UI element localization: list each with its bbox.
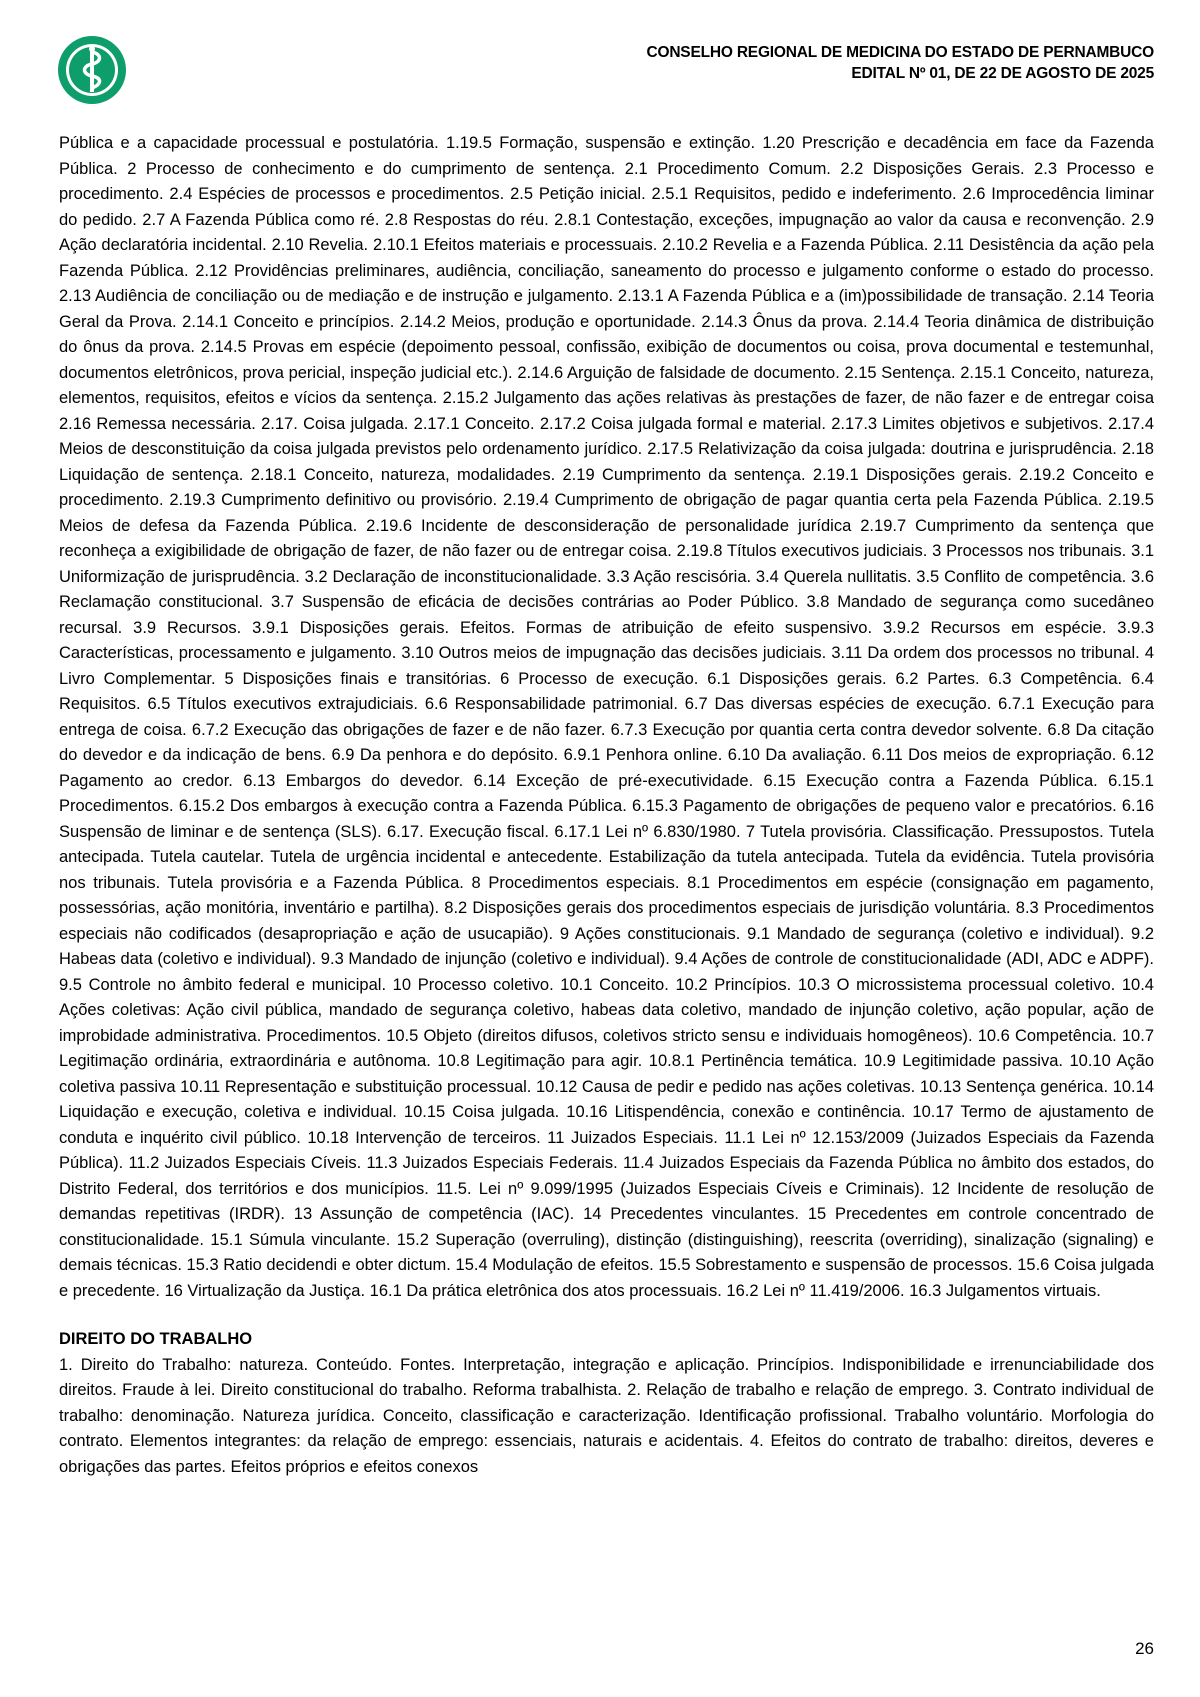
section-title: DIREITO DO TRABALHO: [59, 1330, 253, 1348]
caduceus-logo-icon: [56, 34, 128, 106]
syllabus-paragraph-labor: 1. Direito do Trabalho: natureza. Conteúdo. Fontes. Interpretação, integração e aplicação. Princípios. Indisponibilidade e irrenunciabilidade dos direitos. Fraude à lei. Direito constitucional do trabalho. Reforma trabalhista. 2. Relação de trabalho e relação de emprego. 3. Contrato individual de trabalho: denominação. Natureza jurídica. Conceito, classificação e caracterização. Identificação profissional. Trabalho voluntário. Morfologia do contrato. Elementos integrantes: da relação de emprego: essenciais, naturais e acidentais. 4. Efeitos do contrato de trabalho: direitos, deveres e obrigações das partes. Efeitos próprios e efeitos conexos: [59, 1355, 1154, 1476]
syllabus-paragraph: Pública e a capacidade processual e postulatória. 1.19.5 Formação, suspensão e extinção. 1.20 Prescrição e decadência em face da Fazenda Pública. 2 Processo de conhecimento e do cumprimento de sentença. 2.1 Procedimento Comum. 2.2 Disposições Gerais. 2.3 Processo e procedimento. 2.4 Espécies de processos e procedimentos. 2.5 Petição inicial. 2.5.1 Requisitos, pedido e indeferimento. 2.6 Improcedência liminar do pedido. 2.7 A Fazenda Pública como ré. 2.8 Respostas do réu. 2.8.1 Contestação, exceções, impugnação ao valor da causa e reconvenção. 2.9 Ação declaratória incidental. 2.10 Revelia. 2.10.1 Efeitos materiais e processuais. 2.10.2 Revelia e a Fazenda Pública. 2.11 Desistência da ação pela Fazenda Pública. 2.12 Providências preliminares, audiência, conciliação, saneamento do processo e julgamento conforme o estado do processo. 2.13 Audiência de conciliação ou de mediação e de instrução e julgamento. 2.13.1 A Fazenda Pública e a (im)possibilidade de transação. 2.14 Teoria Geral da Prova. 2.14.1 Conceito e princípios. 2.14.2 Meios, produção e oportunidade. 2.14.3 Ônus da prova. 2.14.4 Teoria dinâmica de distribuição do ônus da prova. 2.14.5 Provas em espécie (depoimento pessoal, confissão, exibição de documentos ou coisa, prova documental e testemunhal, documentos eletrônicos, prova pericial, inspeção judicial etc.). 2.14.6 Arguição de falsidade de documento. 2.15 Sentença. 2.15.1 Conceito, natureza, elementos, requisitos, efeitos e vícios da sentença. 2.15.2 Julgamento das ações relativas às prestações de fazer, de não fazer e de entregar coisa 2.16 Remessa necessária. 2.17. Coisa julgada. 2.17.1 Conceito. 2.17.2 Coisa julgada formal e material. 2.17.3 Limites objetivos e subjetivos. 2.17.4 Meios de desconstituição da coisa julgada previstos pelo ordenamento jurídico. 2.17.5 Relativização da coisa julgada: doutrina e jurisprudência. 2.18 Liquidação de sentença. 2.18.1 Conceito, natureza, modalidades. 2.19 Cumprimento da sentença. 2.19.1 Disposições gerais. 2.19.2 Conceito e procedimento. 2.19.3 Cumprimento definitivo ou provisório. 2.19.4 Cumprimento de obrigação de pagar quantia certa pela Fazenda Pública. 2.19.5 Meios de defesa da Fazenda Pública. 2.19.6 Incidente de desconsideração de personalidade jurídica 2.19.7 Cumprimento da sentença que reconheça a exigibilidade de obrigação de fazer, de não fazer ou de entregar coisa. 2.19.8 Títulos executivos judiciais. 3 Processos nos tribunais. 3.1 Uniformização de jurisprudência. 3.2 Declaração de inconstitucionalidade. 3.3 Ação rescisória. 3.4 Querela nullitatis. 3.5 Conflito de competência. 3.6 Reclamação constitucional. 3.7 Suspensão de eficácia de decisões contrárias ao Poder Público. 3.8 Mandado de segurança como sucedâneo recursal. 3.9 Recursos. 3.9.1 Disposições gerais. Efeitos. Formas de atribuição de efeito suspensivo. 3.9.2 Recursos em espécie. 3.9.3 Características, processamento e julgamento. 3.10 Outros meios de impugnação das decisões judiciais. 3.11 Da ordem dos processos no tribunal. 4 Livro Complementar. 5 Disposições finais e transitórias. 6 Processo de execução. 6.1 Disposições gerais. 6.2 Partes. 6.3 Competência. 6.4 Requisitos. 6.5 Títulos executivos extrajudiciais. 6.6 Responsabilidade patrimonial. 6.7 Das diversas espécies de execução. 6.7.1 Execução para entrega de coisa. 6.7.2 Execução das obrigações de fazer e de não fazer. 6.7.3 Execução por quantia certa contra devedor solvente. 6.8 Da citação do devedor e da indicação de bens. 6.9 Da penhora e do depósito. 6.9.1 Penhora online. 6.10 Da avaliação. 6.11 Dos meios de expropriação. 6.12 Pagamento ao credor. 6.13 Embargos do devedor. 6.14 Exceção de pré-executividade. 6.15 Execução contra a Fazenda Pública. 6.15.1 Procedimentos. 6.15.2 Dos embargos à execução contra a Fazenda Pública. 6.15.3 Pagamento de obrigações de pequeno valor e precatórios. 6.16 Suspensão de liminar e de sentença (SLS). 6.17. Execução fiscal. 6.17.1 Lei nº 6.830/1980. 7 Tutela provisória. Classificação. Pressupostos. Tutela antecipada. Tutela cautelar. Tutela de urgência incidental e antecedente. Estabilização da tutela antecipada. Tutela da evidência. Tutela provisória nos tribunais. Tutela provisória e a Fazenda Pública. 8 Procedimentos especiais. 8.1 Procedimentos em espécie (consignação em pagamento, possessórias, ação monitória, inventário e partilha). 8.2 Disposições gerais dos procedimentos especiais de jurisdição voluntária. 8.3 Procedimentos especiais não codificados (desapropriação e ação de usucapião). 9 Ações constitucionais. 9.1 Mandado de segurança (coletivo e individual). 9.2 Habeas data (coletivo e individual). 9.3 Mandado de injunção (coletivo e individual). 9.4 Ações de controle de constitucionalidade (ADI, ADC e ADPF). 9.5 Controle no âmbito federal e municipal. 10 Processo coletivo. 10.1 Conceito. 10.2 Princípios. 10.3 O microssistema processual coletivo. 10.4 Ações coletivas: Ação civil pública, mandado de segurança coletivo, habeas data coletivo, mandado de injunção coletivo, ação popular, ação de improbidade administrativa. Procedimentos. 10.5 Objeto (direitos difusos, coletivos stricto sensu e individuais homogêneos). 10.6 Competência. 10.7 Legitimação ordinária, extraordinária e autônoma. 10.8 Legitimação para agir. 10.8.1 Pertinência temática. 10.9 Legitimidade passiva. 10.10 Ação coletiva passiva 10.11 Representação e substituição processual. 10.12 Causa de pedir e pedido nas ações coletivas. 10.13 Sentença genérica. 10.14 Liquidação e execução, coletiva e individual. 10.15 Coisa julgada. 10.16 Litispendência, conexão e continência. 10.17 Termo de ajustamento de conduta e inquérito civil público. 10.18 Intervenção de terceiros. 11 Juizados Especiais. 11.1 Lei nº 12.153/2009 (Juizados Especiais da Fazenda Pública). 11.2 Juizados Especiais Cíveis. 11.3 Juizados Especiais Federais. 11.4 Juizados Especiais da Fazenda Pública no âmbito dos estados, do Distrito Federal, dos territórios e dos municípios. 11.5. Lei nº 9.099/1995 (Juizados Especiais Cíveis e Criminais). 12 Incidente de resolução de demandas repetitivas (IRDR). 13 Assunção de competência (IAC). 14 Precedentes vinculantes. 15 Precedentes em controle concentrado de constitucionalidade. 15.1 Súmula vinculante. 15.2 Superação (overruling), distinção (distinguishing), reescrita (overriding), sinalização (signaling) e demais técnicas. 15.3 Ratio decidendi e obter dictum. 15.4 Modulação de efeitos. 15.5 Sobrestamento e suspensão de processos. 15.6 Coisa julgada e precedente. 16 Virtualização da Justiça. 16.1 Da prática eletrônica dos atos processuais. 16.2 Lei nº 11.419/2006. 16.3 Julgamentos virtuais.: [59, 134, 1154, 1300]
page-number: 26: [1135, 1639, 1154, 1658]
document-body: [59, 131, 1154, 1480]
document-header: [646, 42, 1154, 84]
edital-title: EDITAL Nº 01, DE 22 DE AGOSTO DE 2025: [851, 65, 1154, 82]
org-name: CONSELHO REGIONAL DE MEDICINA DO ESTADO DE PERNAMBUCO: [646, 44, 1154, 61]
